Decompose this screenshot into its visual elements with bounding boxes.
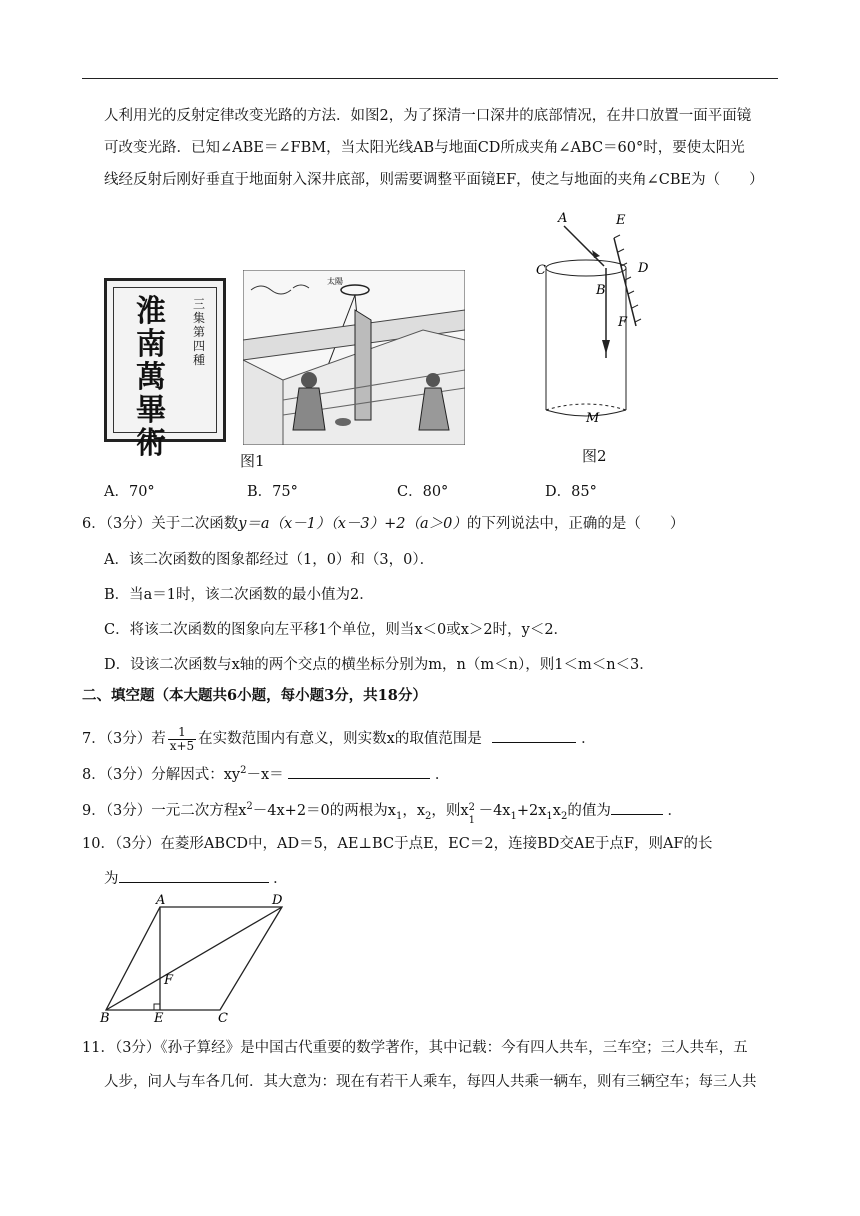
section-fill-in-blank-heading: 二、填空题（本大题共6小题，每小题3分，共18分） bbox=[82, 687, 427, 704]
fig3-label-e: E bbox=[154, 1011, 164, 1022]
q9-end: ． bbox=[667, 803, 682, 819]
q8-end: ． bbox=[434, 767, 450, 783]
q9-mid2: ，x bbox=[402, 803, 426, 819]
q7 bbox=[82, 722, 782, 756]
q7-fraction bbox=[168, 726, 196, 753]
q9-sub2: 2 bbox=[425, 810, 432, 822]
fig2-label-f: F bbox=[618, 315, 628, 330]
q6-stem bbox=[82, 514, 782, 534]
fig2-caption: 图2 bbox=[582, 447, 607, 465]
q5-line2: 可改变光路．已知∠ABE＝∠FBM，当太阳光线AB与地面CD所成夹角∠ABC＝60°时，要使太阳光 bbox=[104, 140, 745, 156]
q9-rest-sub2: 1 bbox=[546, 810, 553, 822]
fig2-label-b: B bbox=[596, 283, 606, 298]
q5-line3: 线经反射后刚好垂直于地面射入深井底部，则需要调整平面镜EF，使之与地面的夹角∠CBE为（ ） bbox=[104, 172, 764, 188]
q6-stem-suffix: 的下列说法中，正确的是（ ） bbox=[466, 516, 685, 532]
q10-answer-blank[interactable] bbox=[119, 867, 269, 883]
q7-answer-blank[interactable] bbox=[492, 727, 576, 743]
q5-option-c: C．80° bbox=[397, 484, 449, 500]
q8 bbox=[82, 763, 782, 785]
fig2-label-m: M bbox=[586, 411, 600, 426]
q6-option-a: A．该二次函数的图象都经过（1，0）和（3，0）． bbox=[104, 552, 435, 568]
q10-line2-prefix: 为 bbox=[104, 871, 119, 887]
q9-rest-sub3: 2 bbox=[560, 810, 568, 822]
fig3-label-c: C bbox=[218, 1011, 228, 1022]
q6-option-c: C．将该二次函数的图象向左平移1个单位，则当x＜0或x＞2时，y＜2． bbox=[104, 622, 569, 638]
fig1-book-title: 淮南萬畢術 bbox=[136, 294, 166, 461]
fig2-label-a: A bbox=[558, 211, 568, 226]
q9-rest3: x bbox=[552, 803, 561, 819]
q6-option-d: D．设该二次函数与x轴的两个交点的横坐标分别为m，n（m＜n），则1＜m＜n＜3． bbox=[104, 657, 654, 673]
q7-prefix: 7．（3分）若 bbox=[82, 731, 166, 747]
fig3-label-b: B bbox=[100, 1011, 110, 1022]
fig2-label-e: E bbox=[616, 213, 626, 228]
q8-answer-blank[interactable] bbox=[288, 763, 430, 779]
fig1-illustration bbox=[243, 270, 465, 445]
fig2-label-c: C bbox=[536, 263, 546, 278]
fig2-label-d: D bbox=[638, 261, 649, 276]
q8-mid: －x＝ bbox=[246, 767, 284, 783]
q9-sub1: 1 bbox=[395, 810, 403, 822]
fig1-book-cover bbox=[104, 278, 226, 461]
q11-line2: 人步，问人与车各几何．其大意为：现在有若干人乘车，每四人共乘一辆车，则有三辆空车；每三人共 bbox=[104, 1074, 757, 1090]
q5-option-d: D．85° bbox=[545, 484, 597, 500]
q6-stem-prefix: 6．（3分）关于二次函数 bbox=[82, 516, 239, 532]
q7-fraction-denominator: x+5 bbox=[169, 738, 195, 753]
fig1-book-side: 三集第四種 bbox=[192, 297, 205, 367]
q7-end: ． bbox=[581, 731, 596, 747]
header-rule bbox=[82, 78, 778, 79]
fig3-label-d: D bbox=[272, 893, 283, 908]
q5-line1: 人利用光的反射定律改变光路的方法．如图2，为了探清一口深井的底部情况，在井口放置一面平面镜 bbox=[104, 108, 752, 124]
q11-line1: 11．（3分）《孙子算经》是中国古代重要的数学著作，其中记载：今有四人共车，三车空；三人共车，五 bbox=[82, 1040, 748, 1056]
q9-mid3: ，则x bbox=[431, 803, 469, 819]
fig3-label-a: A bbox=[156, 893, 166, 908]
q8-prefix: 8．（3分）分解因式：xy bbox=[82, 767, 241, 783]
q9-rest: －4x bbox=[478, 803, 511, 819]
q9-exponent: 2 bbox=[246, 801, 253, 813]
q9-tail: 的值为 bbox=[567, 803, 611, 819]
q7-fraction-numerator: 1 bbox=[168, 726, 196, 740]
fig3-rhombus-diagram bbox=[98, 892, 298, 1022]
fig1-caption: 图1 bbox=[240, 452, 265, 470]
fig1-sun-label: 太陽 bbox=[327, 277, 343, 286]
q10-line1: 10．（3分）在菱形ABCD中，AD＝5，AE⊥BC于点E，EC＝2，连接BD交AE于点F，则AF的长 bbox=[82, 836, 713, 852]
fig2-diagram bbox=[536, 208, 656, 440]
q9-rest2: +2x bbox=[516, 803, 547, 819]
fig3-label-f: F bbox=[164, 973, 174, 988]
q7-suffix: 在实数范围内有意义，则实数x的取值范围是 bbox=[198, 731, 482, 747]
q6-option-b: B．当a＝1时，该二次函数的最小值为2． bbox=[104, 587, 374, 603]
q8-exponent: 2 bbox=[240, 765, 247, 777]
q9-rest-sub1: 1 bbox=[510, 810, 517, 822]
q9-answer-blank[interactable] bbox=[611, 799, 663, 815]
q5-options bbox=[0, 482, 860, 502]
q5-option-a: A．70° bbox=[104, 484, 155, 500]
q5-option-b: B．75° bbox=[247, 484, 298, 500]
q9: 9．（3分）一元二次方程$x^2-4x+2=0$的两根为$x_1$，$x_2$，则x 2 1 $-4x_1+2x_1x_2$的值为 ． bbox=[82, 799, 782, 821]
q6-function: y＝a（x－1）（x－3）+2（a＞0） bbox=[238, 516, 467, 532]
q9-prefix: 9．（3分）一元二次方程x bbox=[82, 803, 247, 819]
q10-end: ． bbox=[273, 871, 288, 887]
q10-line2 bbox=[104, 867, 804, 889]
q9-mid: －4x+2＝0的两根为x bbox=[252, 803, 396, 819]
